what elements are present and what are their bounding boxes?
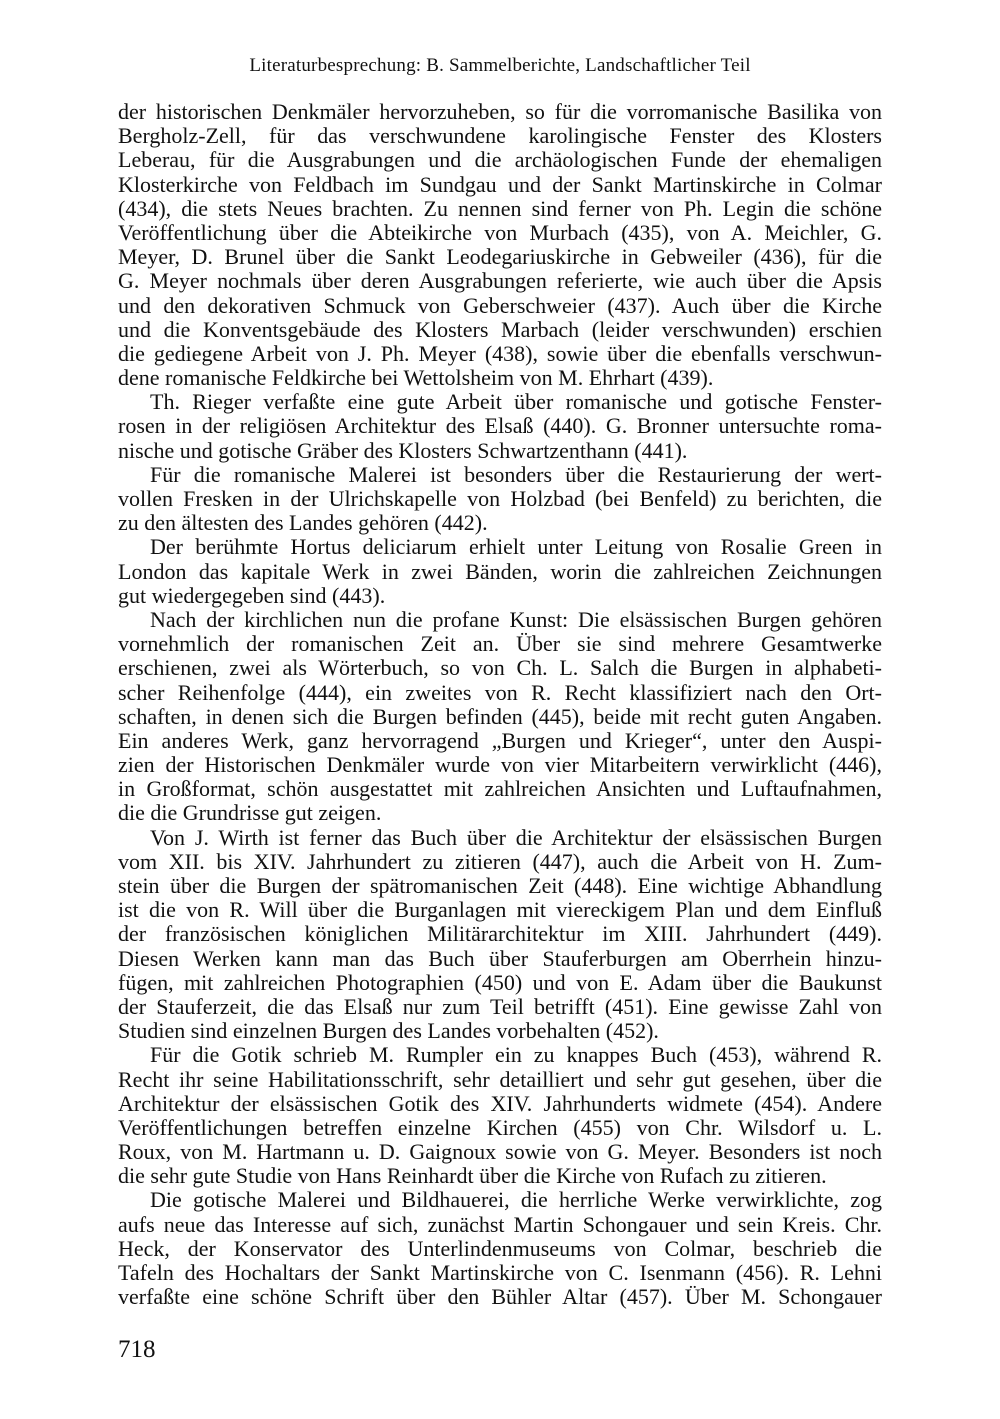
text-line: erschienen, zwei als Wörterbuch, so von Ch. L. Salch die Burgen in alphabeti- <box>118 655 882 681</box>
text-line: Tafeln des Hochaltars der Sankt Martinskirche von C. Isenmann (456). R. Lehni <box>118 1260 882 1285</box>
text-line: und die Konventsgebäude des Klosters Marbach (leider verschwunden) erschien <box>118 316 882 342</box>
text-line: fügen, mit zahlreichen Photographien (450) und von E. Adam über die Baukunst <box>118 969 882 995</box>
text-line: Ein anderes Werk, ganz hervorragend „Burgen und Krieger“, unter den Auspi- <box>118 727 882 753</box>
paragraph <box>118 1188 882 1309</box>
text-line: Leberau, für die Ausgrabungen und die archäologischen Funde der ehemaligen <box>118 147 882 173</box>
running-head: Literaturbesprechung: B. Sammelberichte, Landschaftlicher Teil <box>249 55 751 76</box>
paragraph <box>118 1043 882 1188</box>
text-line: schaften, in denen sich die Burgen befinden (445), beide mit recht guten Angaben. <box>118 703 882 729</box>
text-line: Für die romanische Malerei ist besonders über die Restaurierung der wert- <box>150 461 882 487</box>
paragraph <box>118 608 882 826</box>
text-line: vornehmlich der romanischen Zeit an. Über sie sind mehrere Gesamtwerke <box>118 631 882 657</box>
text-line: die sehr gute Studie von Hans Reinhardt über die Kirche von Rufach zu zitieren. <box>118 1163 827 1189</box>
text-line: vollen Fresken in der Ulrichskapelle von Holzbad (bei Benfeld) zu berichten, die <box>118 486 882 511</box>
text-line: Th. Rieger verfaßte eine gute Arbeit über romanische und gotische Fenster- <box>150 389 882 415</box>
text-line: der Stauferzeit, die das Elsaß nur zum Teil betrifft (451). Eine gewisse Zahl von <box>118 993 882 1019</box>
text-line: London das kapitale Werk in zwei Bänden, worin die zahlreichen Zeichnungen <box>118 558 882 584</box>
text-line: Von J. Wirth ist ferner das Buch über die Architektur der elsässischen Burgen <box>150 824 882 850</box>
text-line: Der berühmte Hortus deliciarum erhielt unter Leitung von Rosalie Green in <box>150 534 882 560</box>
text-line: aufs neue das Interesse auf sich, zunächst Martin Schongauer und sein Kreis. Chr. <box>118 1211 882 1237</box>
text-line: rosen in der religiösen Architektur des Elsaß (440). G. Bronner untersuchte roma- <box>118 413 882 439</box>
text-line: vom XII. bis XIV. Jahrhundert zu zitieren (447), auch die Arbeit von H. Zum- <box>118 848 882 874</box>
text-line: scher Reihenfolge (444), ein zweites von R. Recht klassifiziert nach den Ort- <box>118 679 882 705</box>
text-line: ist die von R. Will über die Burganlagen mit viereckigem Plan und dem Einfluß <box>118 897 882 923</box>
page-number: 718 <box>118 1336 156 1363</box>
text-line: Nach der kirchlichen nun die profane Kunst: Die elsässischen Burgen gehören <box>150 606 882 632</box>
text-line: die gediegene Arbeit von J. Ph. Meyer (438), sowie über die ebenfalls verschwun- <box>118 340 882 366</box>
paragraph <box>118 463 882 536</box>
text-line: Diesen Werken kann man das Buch über Stauferburgen am Oberrhein hinzu- <box>118 945 882 971</box>
text-line: der französischen königlichen Militärarchitektur im XIII. Jahrhundert (449). <box>118 921 882 947</box>
body-text <box>118 100 882 1309</box>
paragraph <box>118 100 882 390</box>
paragraph <box>118 390 882 463</box>
text-line: nische und gotische Gräber des Klosters Schwartzenthann (441). <box>118 437 688 463</box>
paragraph <box>118 826 882 1044</box>
paragraph <box>118 535 882 608</box>
text-line: stein über die Burgen der spätromanischen Zeit (448). Eine wichtige Abhandlung <box>118 873 882 898</box>
text-line: zien der Historischen Denkmäler wurde von vier Mitarbeitern verwirklicht (446), <box>118 752 882 778</box>
text-line: dene romanische Feldkirche bei Wettolsheim von M. Ehrhart (439). <box>118 365 714 391</box>
text-line: Veröffentlichungen betreffen einzelne Kirchen (455) von Chr. Wilsdorf u. L. <box>118 1114 882 1140</box>
text-line: Meyer, D. Brunel über die Sankt Leodegariuskirche in Gebweiler (436), für die <box>118 244 882 270</box>
text-line: Bergholz-Zell, für das verschwundene karolingische Fenster des Klosters <box>118 123 882 149</box>
text-line: und den dekorativen Schmuck von Geberschweier (437). Auch über die Kirche <box>118 292 882 318</box>
text-line: gut wiedergegeben sind (443). <box>118 582 386 608</box>
text-line: Architektur der elsässischen Gotik des XIV. Jahrhunderts widmete (454). Andere <box>118 1090 882 1116</box>
text-line: Roux, von M. Hartmann u. D. Gaignoux sowie von G. Meyer. Besonders ist noch <box>118 1139 882 1165</box>
text-line: (434), die stets Neues brachten. Zu nennen sind ferner von Ph. Legin die schöne <box>118 195 882 221</box>
text-line: Für die Gotik schrieb M. Rumpler ein zu knappes Buch (453), während R. <box>150 1042 882 1068</box>
text-line: Studien sind einzelnen Burgen des Landes vorbehalten (452). <box>118 1018 659 1044</box>
text-line: Heck, der Konservator des Unterlindenmuseums von Colmar, beschrieb die <box>118 1235 882 1261</box>
text-line: in Großformat, schön ausgestattet mit zahlreichen Ansichten und Luftaufnahmen, <box>118 776 882 802</box>
text-line: Die gotische Malerei und Bildhauerei, die herrliche Werke verwirklichte, zog <box>150 1187 882 1213</box>
text-line: Veröffentlichung über die Abteikirche von Murbach (435), von A. Meichler, G. <box>118 219 882 245</box>
text-line: zu den ältesten des Landes gehören (442). <box>118 510 488 536</box>
text-line: die die Grundrisse gut zeigen. <box>118 800 382 826</box>
text-line: G. Meyer nochmals über deren Ausgrabungen referierte, wie auch über die Apsis <box>118 268 882 294</box>
text-line: verfaßte eine schöne Schrift über den Bühler Altar (457). Über M. Schongauer <box>118 1284 882 1310</box>
text-line: Recht ihr seine Habilitationsschrift, sehr detailliert und sehr gut gesehen, über die <box>118 1066 882 1092</box>
text-line: der historischen Denkmäler hervorzuheben, so für die vorromanische Basilika von <box>118 99 882 124</box>
text-line: Klosterkirche von Feldbach im Sundgau und der Sankt Martinskirche in Colmar <box>118 171 882 197</box>
